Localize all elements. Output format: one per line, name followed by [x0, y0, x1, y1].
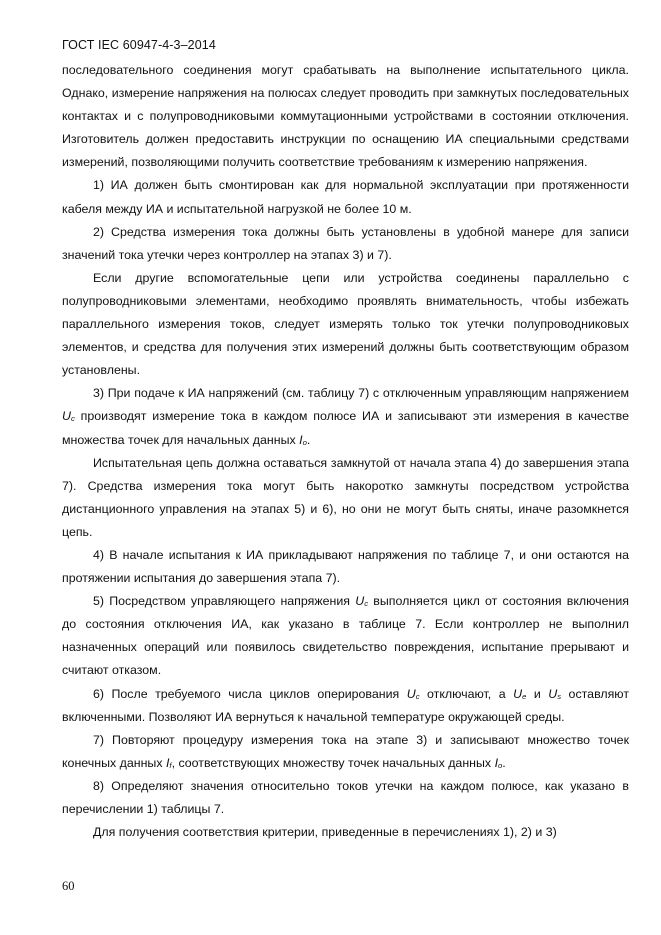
paragraph-continuation: последовательного соединения могут срабатывать на выполнение испытательного цикла. Однако, измерение напряжения на полюсах следует проводить при замкнутых последовательных контактах и с полупроводниковыми коммутационными устройствами в состоянии отключения. Изготовитель должен предоставить инструкции по оснащению ИА специальными средствами измерений, позволяющими получить соответствие требованиям к измерению напряжения.	[62, 63, 629, 170]
paragraph-item-6: 6) После требуемого числа циклов оперирования $U_c$ отключают, а $U_e$ и $U_s$ оставляют включенными. Позволяют ИА вернуться к начальной температуре окружающей среды.	[62, 686, 630, 724]
document-body	[62, 59, 629, 844]
paragraph-item-1: 1) ИА должен быть смонтирован как для нормальной эксплуатации при протяженности кабеля между ИА и испытательной нагрузкой не более 10 м.	[62, 178, 629, 216]
paragraph-item-5: 5) Посредством управляющего напряжения $U_c$ выполняется цикл от состояния включения до состояния отключения ИА, как указано в таблице 7. Если контроллер не выполнил назначенных операций или появилось свидетельство повреждения, испытание прерывают и считают отказом.	[62, 594, 630, 678]
paragraph-item-8: 8) Определяют значения относительно токов утечки на каждом полюсе, как указано в перечислении 1) таблицы 7.	[62, 778, 629, 816]
paragraph-item-2: 2) Средства измерения тока должны быть установлены в удобной манере для записи значений тока утечки через контроллер на этапах 3) и 7).	[62, 224, 629, 262]
symbol-ue: $U_e$	[513, 686, 527, 701]
paragraph-item-3: 3) При подаче к ИА напряжений (см. таблицу 7) с отключенным управляющим напряжением $U_c$ производят измерение тока в каждом полюсе ИА и записывают эти измерения в качестве множества точек для начальных данных $I_o$.	[62, 386, 629, 447]
paragraph-compliance: Для получения соответствия критерии, приведенные в перечислениях 1), 2) и 3)	[93, 825, 557, 840]
page-number: 60	[62, 879, 75, 893]
symbol-io: $I_o$	[299, 432, 307, 447]
symbol-uc: $U_c$	[62, 409, 75, 424]
paragraph-test-circuit: Испытательная цепь должна оставаться замкнутой от начала этапа 4) до завершения этапа 7). Средства измерения тока могут быть накоротко замкнуты посредством устройства дистанционного управления на этапах 5) и 6), но они не могут быть сняты, иначе разомкнется цепь.	[62, 455, 629, 539]
symbol-uc: $U_c$	[355, 594, 369, 609]
paragraph-auxiliary-circuits: Если другие вспомогательные цепи или устройства соединены параллельно с полупроводниковыми элементами, необходимо проявлять внимательность, чтобы избежать параллельного измерения токов, следует измерять только ток утечки полупроводниковых элементов, и средства для получения этих измерений должны быть соответствующим образом установлены.	[62, 270, 629, 378]
paragraph-item-7: 7) Повторяют процедуру измерения тока на этапе 3) и записывают множество точек конечных данных $I_f$, соответствующих множеству точек начальных данных $I_o$.	[62, 732, 629, 770]
paragraph-item-4: 4) В начале испытания к ИА прикладывают напряжения по таблице 7, и они остаются на протяжении испытания до завершения этапа 7).	[62, 547, 629, 586]
symbol-io: $I_o$	[494, 755, 503, 770]
document-header: ГОСТ IEC 60947-4-3–2014	[62, 38, 216, 52]
symbol-uc: $U_c$	[406, 686, 420, 701]
symbol-us: $U_s$	[548, 686, 562, 701]
symbol-if: $I_f$	[165, 755, 172, 770]
